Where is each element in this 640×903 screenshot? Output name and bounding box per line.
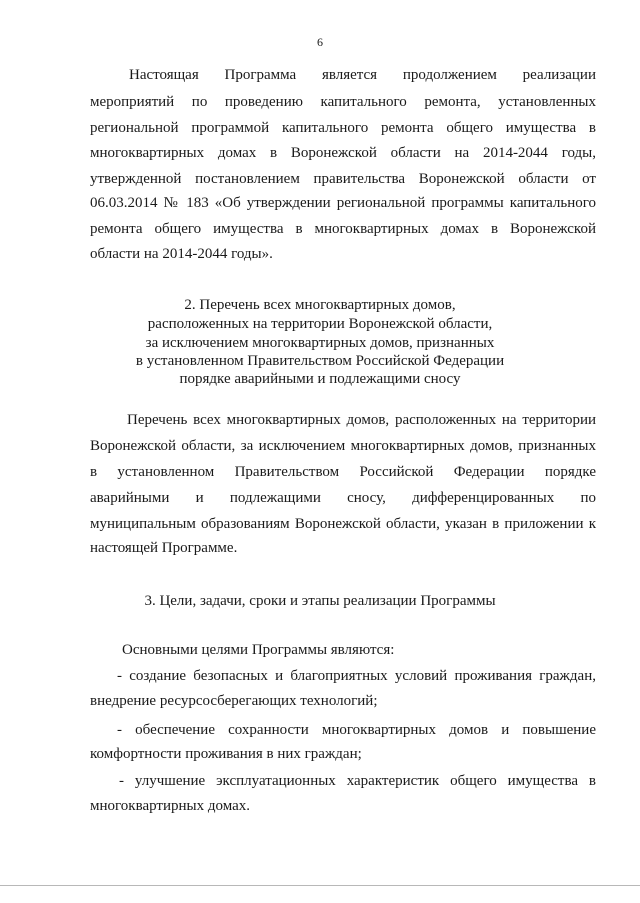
goals-intro: Основными целями Программы являются: [122, 642, 395, 658]
text-line: региональной программой капитального ремонта общего имущества в [90, 120, 596, 136]
text-line: Воронежской области, за исключением многоквартирных домов, признанных [90, 438, 596, 454]
text-line: мероприятий по проведению капитального ремонта, установленных [90, 94, 596, 110]
text-line: ремонта общего имущества в многоквартирных домах в Воронежской [90, 221, 596, 237]
text-line: комфортности проживания в них граждан; [90, 746, 362, 762]
text-line: Настоящая Программа является продолжением реализации [129, 67, 596, 83]
text-line: настоящей Программе. [90, 540, 238, 556]
text-line: аварийными и подлежащими сносу, дифференцированных по [90, 490, 596, 506]
text-line: в установленном Правительством Российской Федерации порядке [90, 464, 596, 480]
heading-line: в установленном Правительством Российской Федерации [135, 353, 505, 369]
page-number: 6 [317, 35, 323, 49]
text-line: многоквартирных домах. [90, 798, 251, 814]
text-line: многоквартирных домах в Воронежской области на 2014-2044 годы, [90, 145, 596, 161]
page-edge-divider [0, 885, 640, 886]
text-line: 06.03.2014 № 183 «Об утверждении региональной программы капитального [90, 195, 596, 211]
text-line: утвержденной постановлением правительства Воронежской области от [90, 171, 596, 187]
heading-line: 2. Перечень всех многоквартирных домов, [184, 297, 456, 313]
text-line: - создание безопасных и благоприятных условий проживания граждан, [117, 668, 596, 684]
heading-line: порядке аварийными и подлежащими сносу [179, 371, 461, 387]
text-line: внедрение ресурсосберегающих технологий; [90, 693, 378, 709]
text-line: муниципальным образованиям Воронежской области, указан в приложении к [90, 516, 596, 532]
text-line: - обеспечение сохранности многоквартирных домов и повышение [117, 722, 596, 738]
heading-line: расположенных на территории Воронежской области, [147, 316, 493, 332]
heading-line: за исключением многоквартирных домов, признанных [145, 335, 495, 351]
section-3-heading: 3. Цели, задачи, сроки и этапы реализации Программы [144, 593, 496, 609]
text-line: - улучшение эксплуатационных характеристик общего имущества в [119, 773, 596, 789]
text-line: Перечень всех многоквартирных домов, расположенных на территории [127, 412, 596, 428]
text-line: области на 2014-2044 годы». [90, 246, 273, 262]
